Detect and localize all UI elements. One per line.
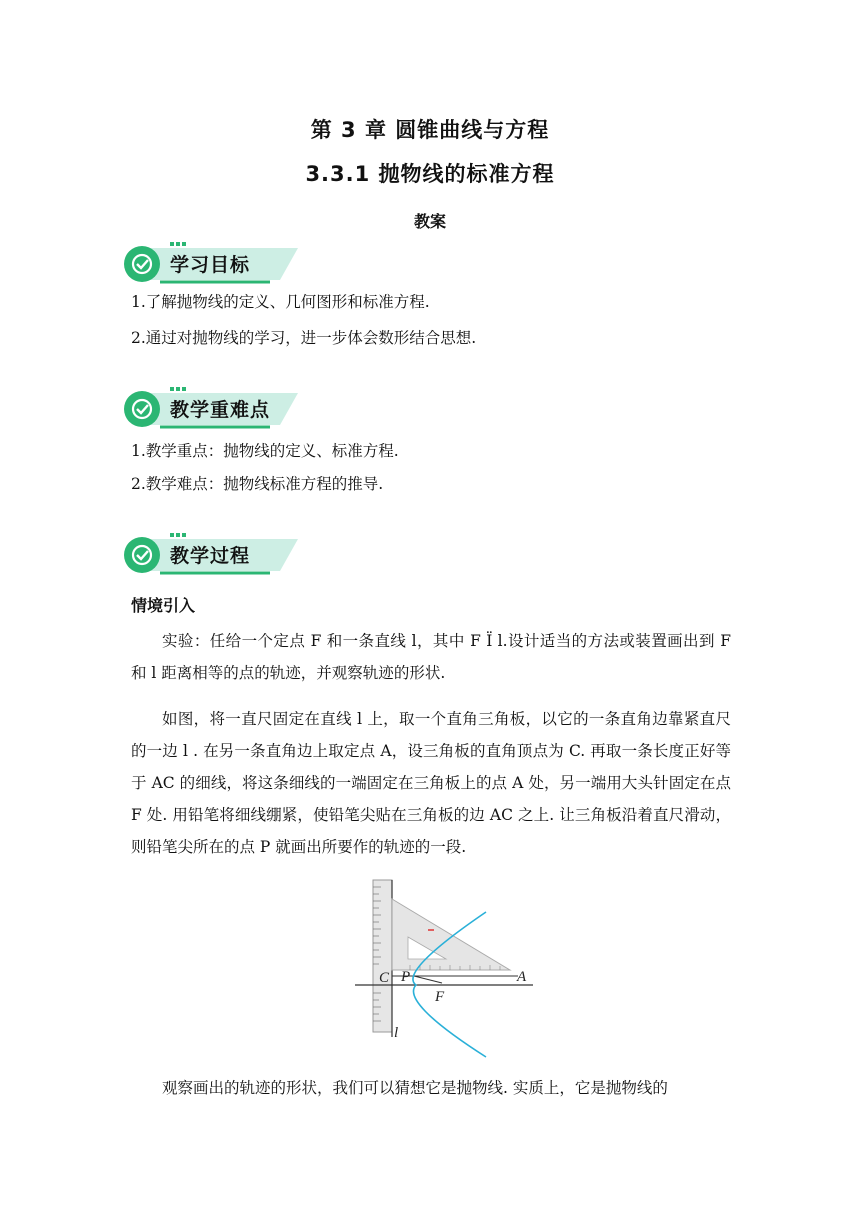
label-A: A bbox=[517, 969, 527, 985]
objective-item: 1.了解抛物线的定义、几何图形和标准方程. bbox=[131, 293, 430, 311]
label-P: P bbox=[401, 969, 411, 985]
process-title: 教学过程 bbox=[170, 545, 251, 567]
chapter-title: 第 3 章 圆锥曲线与方程 bbox=[310, 118, 550, 142]
section-title: 3.3.1 抛物线的标准方程 bbox=[305, 162, 555, 186]
objectives-banner bbox=[120, 242, 300, 286]
ruler bbox=[373, 880, 392, 1032]
label-F: F bbox=[435, 989, 445, 1005]
label-C: C bbox=[379, 970, 390, 986]
paragraph-observation: 观察画出的轨迹的形状，我们可以猜想它是抛物线. 实质上，它是抛物线的 bbox=[162, 1079, 668, 1097]
key-points-banner bbox=[120, 387, 300, 431]
key-points-title: 教学重难点 bbox=[170, 399, 271, 421]
objective-item: 2.通过对抛物线的学习，进一步体会数形结合思想. bbox=[131, 329, 477, 347]
key-point-item: 2.教学难点：抛物线标准方程的推导. bbox=[131, 475, 384, 493]
objectives-title: 学习目标 bbox=[170, 254, 251, 276]
process-banner bbox=[120, 533, 300, 577]
subheading-scenario: 情境引入 bbox=[131, 596, 196, 615]
parabola-construction-figure bbox=[350, 877, 540, 1062]
paragraph-method: 如图，将一直尺固定在直线 l 上，取一个直角三角板，以它的一条直角边靠紧直尺的一边 l . 在另一条直角边上取定点 A，设三角板的直角顶点为 C. 再取一条长度正好等于 AC 的细线，将这条细线的一端固定在三角板上的点 A 处，另一端用大头针固定在点 F 处. 用铅笔将细线绷紧，使铅笔尖贴在三角板的边 AC 之上. 让三角板沿着直尺滑动，则铅笔尖所在的点 P 就画出所要作的轨迹的一段. bbox=[131, 710, 731, 856]
key-point-item: 1.教学重点：抛物线的定义、标准方程. bbox=[131, 442, 399, 460]
doc-type-label: 教案 bbox=[413, 212, 446, 231]
label-l: l bbox=[394, 1025, 399, 1041]
paragraph-experiment: 实验：任给一个定点 F 和一条直线 l，其中 F Ï l.设计适当的方法或装置画出到 F 和 l 距离相等的点的轨迹，并观察轨迹的形状. bbox=[131, 632, 731, 682]
